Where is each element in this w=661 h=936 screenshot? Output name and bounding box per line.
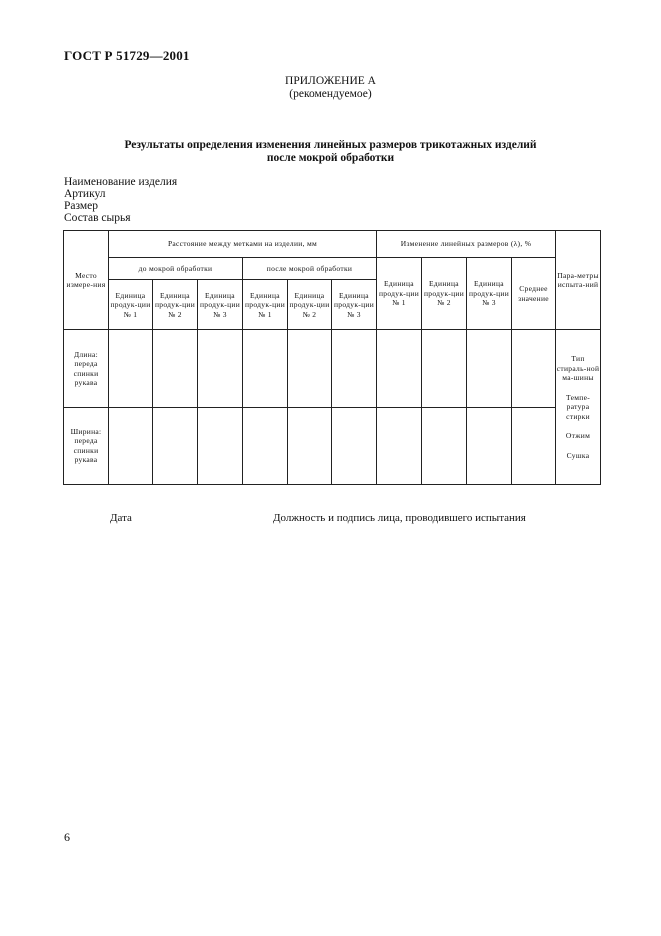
header-place-of-measurement: Место измере-ния (64, 231, 109, 330)
date-label: Дата (110, 512, 132, 524)
param-drying: Сушка (566, 450, 590, 460)
table-cell (243, 330, 288, 407)
signature-label: Должность и подпись лица, проводившего испытания (273, 512, 526, 524)
header-before-unit-1: Единица продук-ции № 1 (109, 280, 153, 330)
header-test-parameters: Пара-метры испыта-ний (556, 231, 601, 330)
row-label-length: Длина: переда спинки рукава (64, 330, 109, 407)
table-cell (422, 407, 467, 484)
header-change-unit-1: Единица продук-ции № 1 (377, 258, 422, 330)
table-cell (467, 330, 512, 407)
table-cell (153, 330, 198, 407)
table-cell (332, 330, 377, 407)
header-change-unit-3: Единица продук-ции № 3 (467, 258, 512, 330)
table-row (64, 407, 601, 484)
row-label-width: Ширина: переда спинки рукава (64, 407, 109, 484)
standard-code: ГОСТ Р 51729—2001 (64, 48, 190, 63)
table-cell (153, 407, 198, 484)
document-title (60, 139, 601, 165)
table-cell (377, 330, 422, 407)
table-cell (109, 330, 153, 407)
document-title-line-1: Результаты определения изменения линейных размеров трикотажных изделий (124, 139, 537, 151)
header-distance-group: Расстояние между метками на изделии, мм (109, 231, 377, 258)
header-before-unit-3: Единица продук-ции № 3 (198, 280, 243, 330)
appendix-title: ПРИЛОЖЕНИЕ А (285, 75, 376, 87)
table-cell (377, 407, 422, 484)
table-cell (198, 407, 243, 484)
header-mean-value: Среднее значение (512, 258, 556, 330)
table-cell (243, 407, 288, 484)
page-number: 6 (64, 830, 70, 844)
header-after-treatment: после мокрой обработки (243, 258, 377, 280)
table-cell (332, 407, 377, 484)
header-change-unit-2: Единица продук-ции № 2 (422, 258, 467, 330)
table-cell (467, 407, 512, 484)
header-after-unit-3: Единица продук-ции № 3 (332, 280, 377, 330)
field-composition: Состав сырья (64, 212, 131, 224)
table-cell (109, 407, 153, 484)
document-title-line-2: после мокрой обработки (266, 152, 395, 164)
appendix-subtitle: (рекомендуемое) (289, 88, 372, 100)
header-after-unit-1: Единица продук-ции № 1 (243, 280, 288, 330)
header-change-group: Изменение линейных размеров (λ), % (377, 231, 556, 258)
test-parameters-list (556, 330, 601, 485)
table-cell (422, 330, 467, 407)
product-fields (64, 176, 177, 224)
field-size: Размер (64, 200, 99, 212)
table-cell (512, 330, 556, 407)
field-article: Артикул (64, 188, 106, 200)
table-row (64, 330, 601, 407)
header-before-unit-2: Единица продук-ции № 2 (153, 280, 198, 330)
header-before-treatment: до мокрой обработки (109, 258, 243, 280)
table-cell (288, 330, 332, 407)
table-cell (288, 407, 332, 484)
table-cell (198, 330, 243, 407)
results-table (63, 230, 601, 485)
param-machine-type: Тип стираль-ной ма-шины (556, 354, 600, 383)
field-product-name: Наименование изделия (64, 176, 178, 188)
param-spin: Отжим (565, 431, 591, 441)
table-cell (512, 407, 556, 484)
param-temperature: Темпе-ратура стирки (566, 392, 591, 421)
header-after-unit-2: Единица продук-ции № 2 (288, 280, 332, 330)
appendix-heading (0, 75, 661, 101)
